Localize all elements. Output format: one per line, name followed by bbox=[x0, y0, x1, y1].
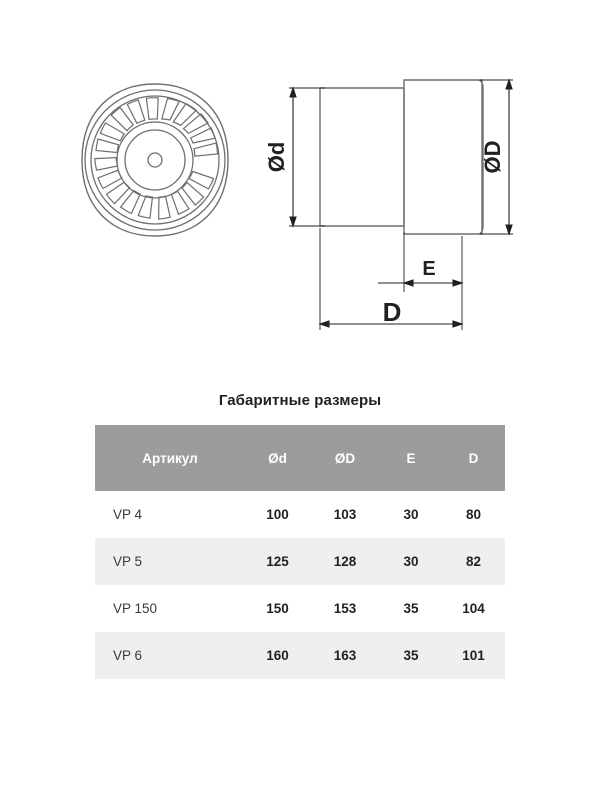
cell-inner-diameter: 125 bbox=[245, 538, 310, 585]
dimension-flange-width bbox=[378, 232, 462, 292]
header-inner-diameter: Ød bbox=[245, 425, 310, 491]
cell-e: 35 bbox=[380, 585, 442, 632]
cell-outer-diameter: 128 bbox=[310, 538, 380, 585]
cell-inner-diameter: 160 bbox=[245, 632, 310, 679]
label-flange-width: E bbox=[422, 258, 436, 280]
table-header-row bbox=[95, 425, 505, 491]
cell-outer-diameter: 153 bbox=[310, 585, 380, 632]
grille-blades bbox=[95, 98, 218, 219]
table-row bbox=[95, 632, 505, 679]
cell-inner-diameter: 150 bbox=[245, 585, 310, 632]
dimensions-table bbox=[95, 425, 505, 679]
table-row bbox=[95, 585, 505, 632]
table-header bbox=[95, 425, 505, 491]
dimensions-table-block bbox=[0, 392, 600, 679]
label-outer-diameter: ØD bbox=[480, 140, 505, 174]
label-body-length: D bbox=[382, 297, 402, 327]
cell-d: 80 bbox=[442, 491, 505, 538]
cell-e: 30 bbox=[380, 538, 442, 585]
cell-outer-diameter: 103 bbox=[310, 491, 380, 538]
table-body bbox=[95, 491, 505, 679]
cell-d: 82 bbox=[442, 538, 505, 585]
cell-article: VP 4 bbox=[95, 491, 245, 538]
technical-drawing bbox=[0, 0, 600, 380]
cell-article: VP 6 bbox=[95, 632, 245, 679]
side-view-body bbox=[320, 80, 483, 234]
front-view-fan bbox=[82, 84, 228, 236]
cell-outer-diameter: 163 bbox=[310, 632, 380, 679]
cell-d: 104 bbox=[442, 585, 505, 632]
cell-e: 30 bbox=[380, 491, 442, 538]
table-row bbox=[95, 538, 505, 585]
cell-article: VP 5 bbox=[95, 538, 245, 585]
cell-article: VP 150 bbox=[95, 585, 245, 632]
header-e: E bbox=[380, 425, 442, 491]
cell-e: 35 bbox=[380, 632, 442, 679]
drawing-svg bbox=[0, 0, 600, 380]
cell-d: 101 bbox=[442, 632, 505, 679]
header-article: Артикул bbox=[95, 425, 245, 491]
table-title: Габаритные размеры bbox=[218, 392, 382, 409]
header-outer-diameter: ØD bbox=[310, 425, 380, 491]
cell-inner-diameter: 100 bbox=[245, 491, 310, 538]
label-inner-diameter: Ød bbox=[264, 141, 289, 173]
table-row bbox=[95, 491, 505, 538]
header-d: D bbox=[442, 425, 505, 491]
